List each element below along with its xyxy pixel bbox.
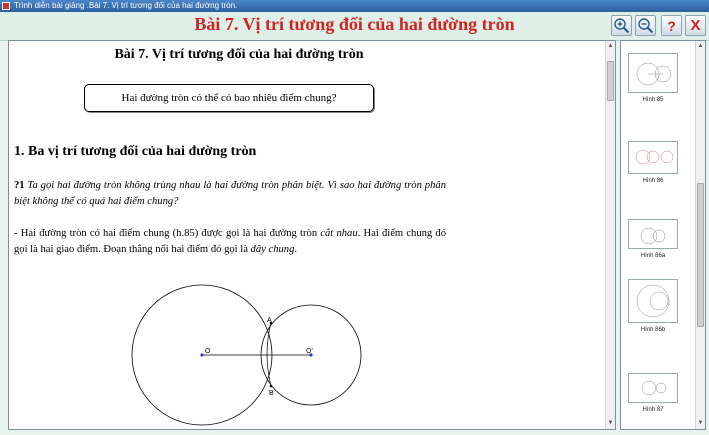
thumbnail-item[interactable] xyxy=(625,279,693,333)
section-heading: 1. Ba vị trí tương đối của hai đường tròn xyxy=(14,144,257,159)
label-b: B xyxy=(269,390,274,397)
thumbnail-label: Hình 86a xyxy=(640,253,666,259)
question-1-text: Ta gọi hai đường tròn không trùng nhau là hai đường tròn phân biệt. Vì sao hai đường tròn phân biệt không thể có quá hai điểm chung? xyxy=(14,180,446,207)
thumbnail-image xyxy=(628,373,678,403)
help-button[interactable]: ? xyxy=(661,15,682,36)
point-o xyxy=(200,353,203,356)
sidebar-scroll-down-icon[interactable]: ▼ xyxy=(697,420,704,426)
window-title: Trình diễn bài giảng .Bài 7. Vị trí tương đối của hai đường tròn. xyxy=(14,1,238,10)
thumbnail-figure-icon xyxy=(629,220,677,248)
sidebar-scroll-up-icon[interactable]: ▲ xyxy=(697,43,704,49)
thumbnail-figure-icon xyxy=(629,54,677,92)
thumbnail-figure-icon xyxy=(629,280,677,322)
thumbnail-figure-icon xyxy=(629,142,677,173)
paragraph-text-2: . Hai điểm chung đó gọi là hai giao điểm. Đoạn thẳng nối hai điểm đó gọi là xyxy=(14,228,446,255)
app-icon xyxy=(2,2,10,10)
lesson-content-panel[interactable] xyxy=(8,40,616,430)
thumbnail-label: Hình 86 xyxy=(642,178,664,184)
term-day-chung: dây chung xyxy=(250,244,295,255)
scroll-up-icon[interactable]: ▲ xyxy=(607,43,614,49)
thumbnail-item[interactable] xyxy=(625,373,693,413)
common-chord xyxy=(267,323,271,386)
label-a: A xyxy=(267,317,272,324)
thumbnail-item[interactable] xyxy=(625,219,693,259)
thumbnail-label: Hình 86b xyxy=(640,327,666,333)
thumbnail-label: Hình 85 xyxy=(642,97,664,103)
thumbnail-image xyxy=(628,53,678,93)
thumbnail-figure-icon xyxy=(629,374,677,402)
document-title: Bài 7. Vị trí tương đối của hai đường tròn xyxy=(114,47,364,62)
thumbnail-image xyxy=(628,141,678,174)
sidebar-scroll-thumb[interactable] xyxy=(697,183,704,327)
question-box: Hai đường tròn có thể có bao nhiêu điểm chung? xyxy=(84,84,374,112)
term-cat-nhau: cắt nhau xyxy=(320,228,358,239)
question-1-label: ?1 xyxy=(14,180,25,191)
thumbnail-label: Hình 87 xyxy=(642,407,664,413)
thumbnail-item[interactable] xyxy=(625,53,693,103)
window-titlebar xyxy=(0,0,709,12)
paragraph-text-3: . xyxy=(294,244,298,255)
content-scroll-thumb[interactable] xyxy=(607,61,614,101)
zoom-out-icon xyxy=(637,17,654,34)
thumbnail-item[interactable] xyxy=(625,141,693,184)
point-b xyxy=(270,385,273,388)
lesson-header xyxy=(0,12,709,41)
thumbnail-image xyxy=(628,279,678,323)
scroll-down-icon[interactable]: ▼ xyxy=(607,420,614,426)
paragraph-text-1: - Hai đường tròn có hai điểm chung (h.85) được gọi là hai đường tròn xyxy=(14,228,321,239)
zoom-in-button[interactable] xyxy=(611,15,632,36)
figure-85 xyxy=(9,41,604,430)
zoom-out-button[interactable] xyxy=(635,15,656,36)
label-o: O xyxy=(205,348,211,355)
content-scrollbar[interactable] xyxy=(605,41,615,429)
label-o-prime: O' xyxy=(306,348,313,355)
sidebar-scrollbar[interactable] xyxy=(695,41,705,429)
lesson-title: Bài 7. Vị trí tương đối của hai đường tròn xyxy=(194,14,515,34)
thumbnail-image xyxy=(628,219,678,249)
zoom-in-icon xyxy=(613,17,630,34)
thumbnail-sidebar xyxy=(620,40,706,430)
close-button[interactable]: X xyxy=(685,15,706,36)
